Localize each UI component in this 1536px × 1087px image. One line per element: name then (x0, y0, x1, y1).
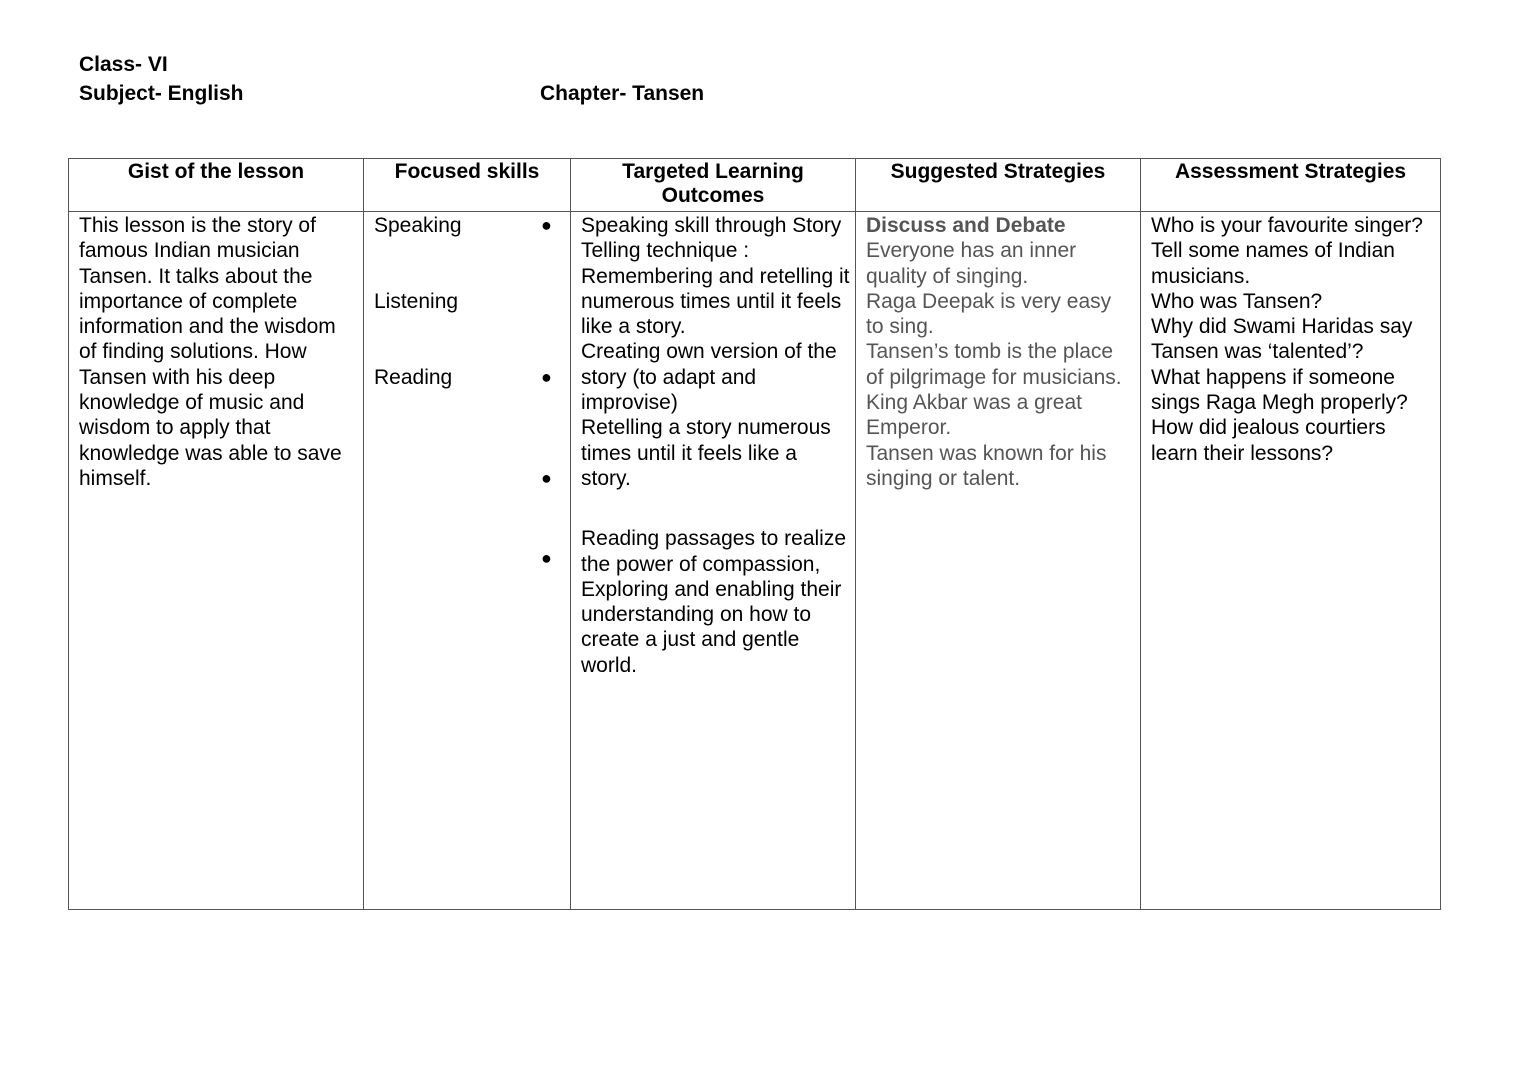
learning-outcomes-cell (571, 212, 856, 910)
column-header-learning-outcomes: Targeted Learning Outcomes (571, 159, 856, 212)
outcome-item: Exploring and enabling their understanding on how to create a just and gentle world. (581, 577, 842, 677)
lesson-plan-table (68, 158, 1441, 910)
bullet-icon: ● (541, 215, 552, 235)
chapter-label: Chapter- Tansen (540, 82, 705, 105)
gist-text: This lesson is the story of famous Indian musician Tansen. It talks about the importance of complete information and the wisdom of finding solutions. How Tansen with his deep knowledge of music and wisdom to apply that knowledge was able to save himself. (79, 214, 342, 490)
table-header-row (69, 159, 1441, 212)
assessment-question: Who was Tansen? (1151, 289, 1323, 313)
column-header-gist: Gist of the lesson (69, 159, 364, 212)
focused-skills-cell (364, 212, 571, 910)
strategy-item: Tansen’s tomb is the place of pilgrimage for musicians. (866, 340, 1122, 389)
strategies-heading: Discuss and Debate (866, 214, 1066, 237)
outcome-item: Speaking skill through Story Telling technique : Remembering and retelling it numerous times until it feels like a story. (581, 214, 850, 339)
strategy-item: Everyone has an inner quality of singing. (866, 239, 1077, 288)
assessment-strategies-cell (1141, 212, 1441, 910)
outcome-item: Creating own version of the story (to adapt and improvise) (581, 340, 837, 415)
gist-cell (69, 212, 364, 910)
subject-label: Subject- English (79, 82, 244, 105)
bullet-icon: ● (541, 367, 552, 387)
suggested-strategies-cell (856, 212, 1141, 910)
table-row (69, 212, 1441, 910)
skill-reading: Reading (374, 365, 453, 389)
assessment-question: How did jealous courtiers learn their lessons? (1151, 416, 1386, 465)
column-header-assessment-strategies: Assessment Strategies (1141, 159, 1441, 212)
skill-listening: Listening (374, 289, 459, 313)
skill-speaking: Speaking (374, 214, 462, 237)
bullet-icon: ● (541, 548, 552, 568)
outcome-item: Reading passages to realize the power of compassion, (581, 527, 847, 576)
strategy-item: Raga Deepak is very easy to sing. (866, 289, 1112, 339)
bullet-icon: ● (541, 468, 552, 488)
column-header-focused-skills: Focused skills (364, 159, 571, 212)
strategy-item: Tansen was known for his singing or talent. (866, 441, 1107, 490)
assessment-question: What happens if someone sings Raga Megh properly? (1151, 365, 1408, 415)
strategy-item: King Akbar was a great Emperor. (866, 391, 1082, 440)
assessment-question: Tell some names of Indian musicians. (1151, 239, 1395, 288)
assessment-question: Who is your favourite singer? (1151, 214, 1423, 237)
outcome-item: Retelling a story numerous times until it feels like a story. (581, 416, 831, 490)
assessment-question: Why did Swami Haridas say Tansen was ‘talented’? (1151, 315, 1413, 364)
class-label: Class- VI (79, 53, 168, 76)
column-header-suggested-strategies: Suggested Strategies (856, 159, 1141, 212)
